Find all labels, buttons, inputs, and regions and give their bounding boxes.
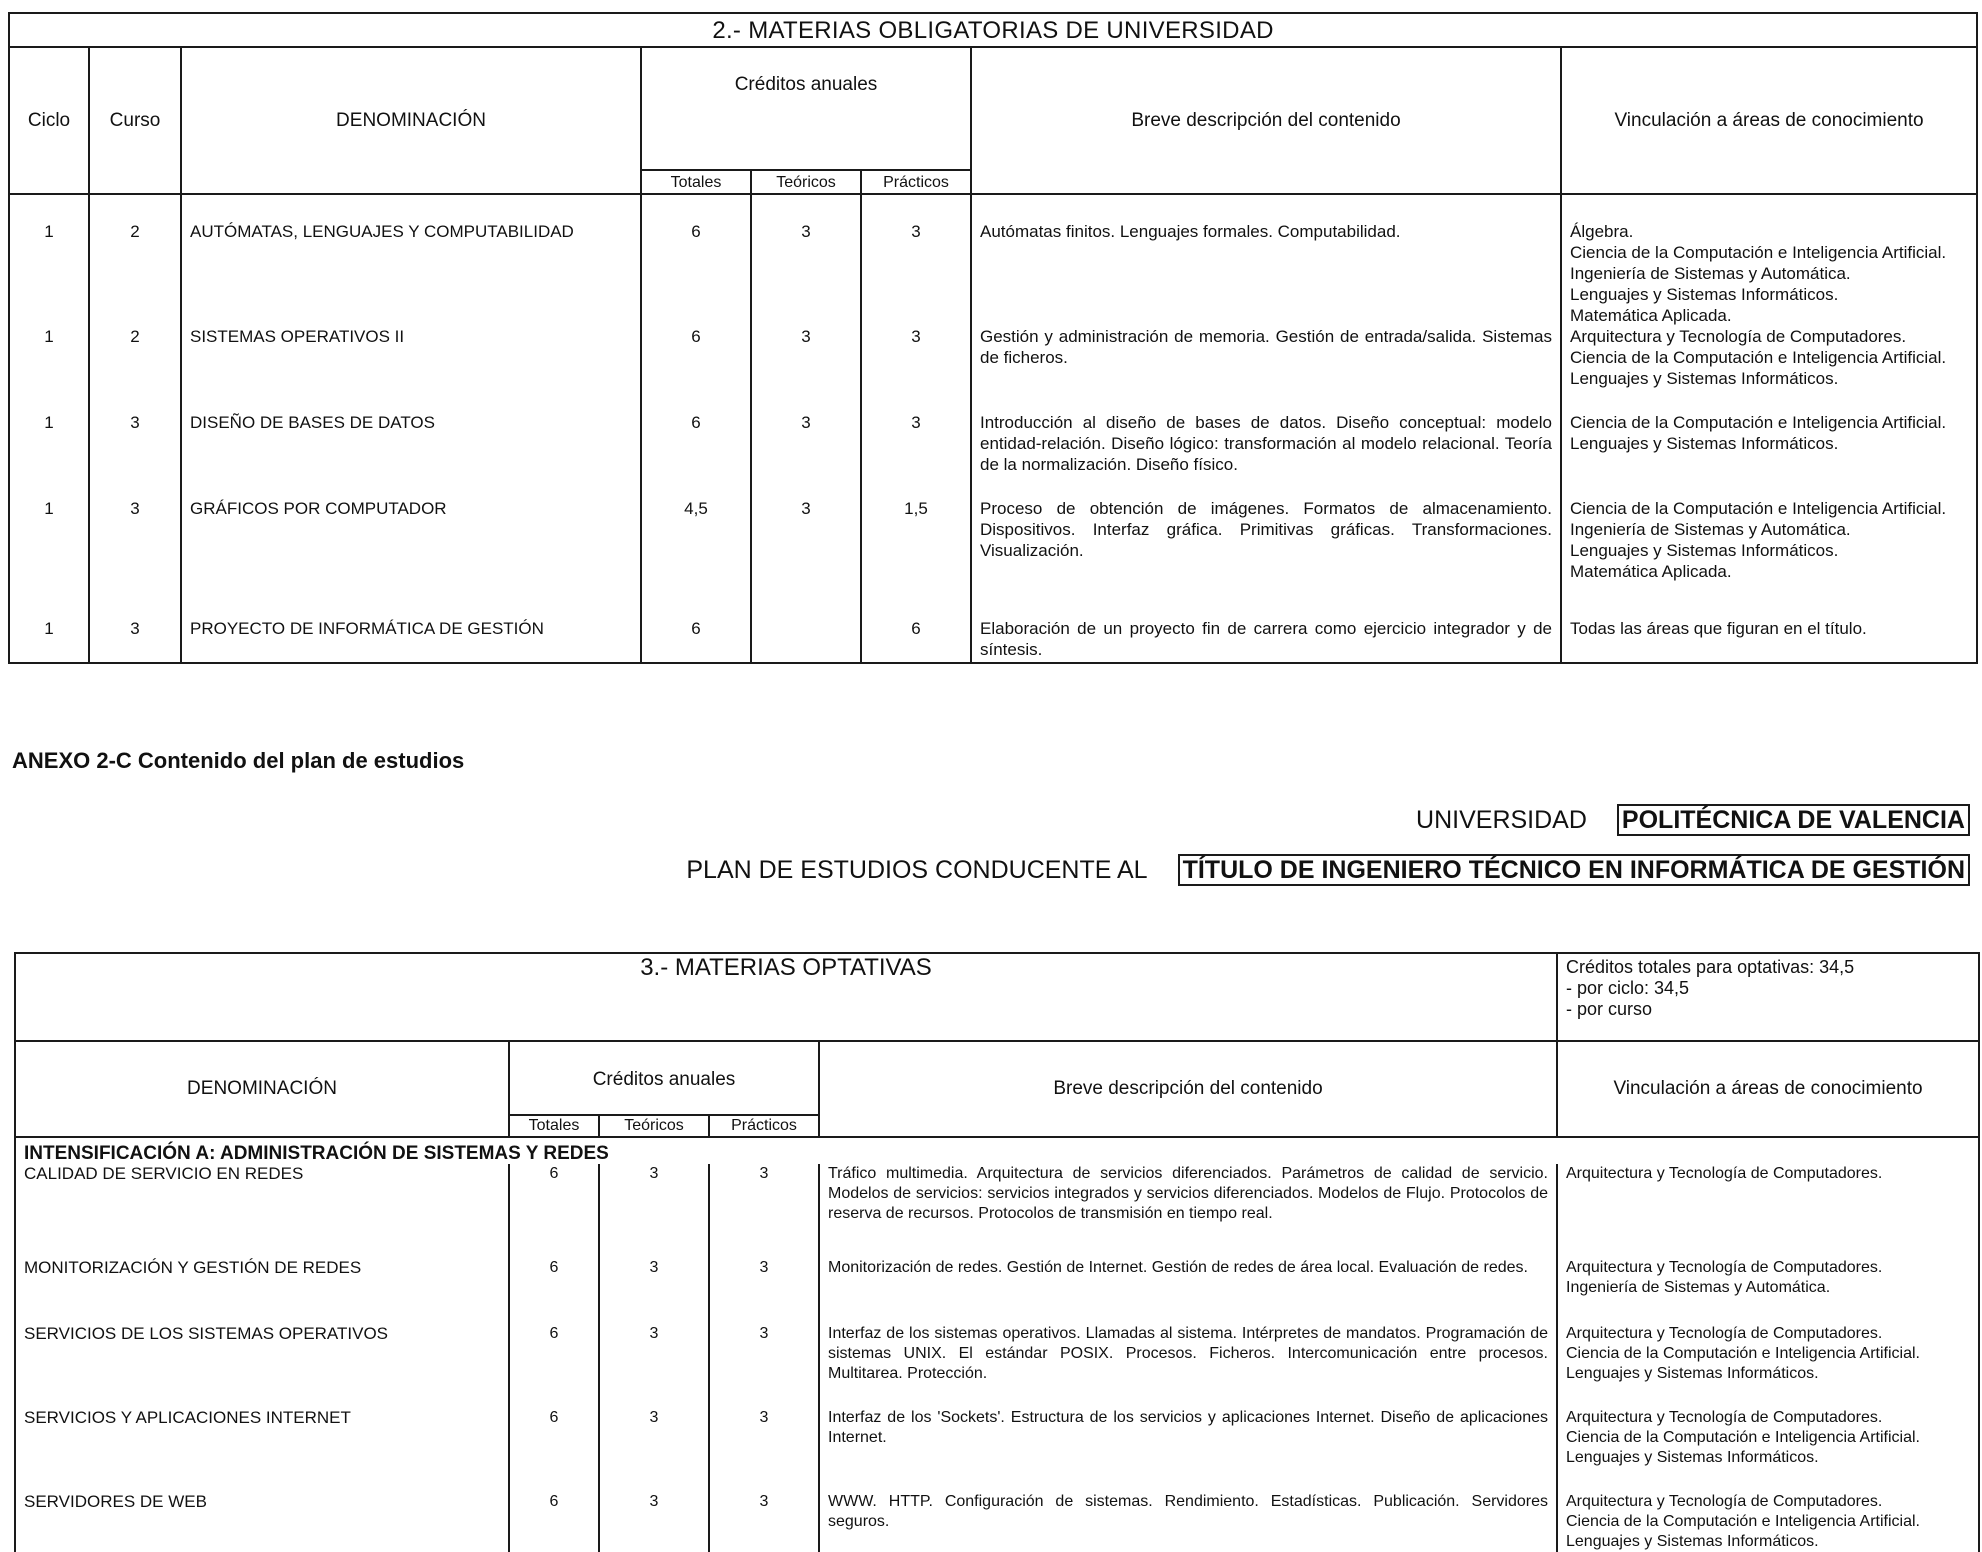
header-teoricos: Teóricos: [599, 1115, 709, 1137]
cell-nombre: SERVICIOS DE LOS SISTEMAS OPERATIVOS: [15, 1324, 509, 1408]
cell-areas: Todas las áreas que figuran en el título.: [1561, 618, 1977, 663]
cell-teoricos: 3: [599, 1408, 709, 1492]
cell-descripcion: Gestión y administración de memoria. Gestión de entrada/salida. Sistemas de ficheros.: [971, 326, 1561, 412]
cell-curso: 2: [89, 207, 181, 326]
cell-nombre: AUTÓMATAS, LENGUAJES Y COMPUTABILIDAD: [181, 207, 641, 326]
cell-ciclo: 1: [9, 412, 89, 498]
cell-teoricos: 3: [751, 207, 861, 326]
cell-descripcion: Interfaz de los 'Sockets'. Estructura de los servicios y aplicaciones Internet. Diseño de aplicaciones Internet.: [819, 1408, 1557, 1492]
cell-nombre: MONITORIZACIÓN Y GESTIÓN DE REDES: [15, 1248, 509, 1324]
cell-totales: 6: [509, 1164, 599, 1248]
table-row: [15, 1324, 1979, 1408]
cell-descripcion: Monitorización de redes. Gestión de Internet. Gestión de redes de área local. Evaluación de redes.: [819, 1248, 1557, 1324]
table-row: [15, 1408, 1979, 1492]
cell-nombre: SERVIDORES DE WEB: [15, 1492, 509, 1552]
cell-practicos: 3: [709, 1164, 819, 1248]
cell-descripcion: Proceso de obtención de imágenes. Formatos de almacenamiento. Dispositivos. Interfaz gráfica. Primitivas gráficas. Transformaciones. Visualización.: [971, 498, 1561, 618]
cell-nombre: CALIDAD DE SERVICIO EN REDES: [15, 1164, 509, 1248]
cell-areas: Arquitectura y Tecnología de Computadores. Ciencia de la Computación e Inteligencia Artificial. Lenguajes y Sistemas Informáticos.: [1561, 326, 1977, 412]
cell-areas: Arquitectura y Tecnología de Computadores.: [1557, 1164, 1979, 1248]
plan-line: [686, 854, 1970, 886]
cell-nombre: GRÁFICOS POR COMPUTADOR: [181, 498, 641, 618]
universidad-line: [1416, 804, 1970, 836]
cell-teoricos: 3: [599, 1164, 709, 1248]
cell-teoricos: 3: [599, 1248, 709, 1324]
cell-curso: 3: [89, 412, 181, 498]
cell-curso: 3: [89, 498, 181, 618]
header-denominacion: DENOMINACIÓN: [15, 1041, 509, 1137]
header-totales: Totales: [641, 170, 751, 194]
cell-practicos: 3: [709, 1324, 819, 1408]
cell-descripcion: Tráfico multimedia. Arquitectura de servicios diferenciados. Parámetros de calidad de servicio. Modelos de servicios: servicios integrados y servicios diferenciados. Modelos de Flujo. Protocolos de reserva de recursos. Protocolos de transmisión en tiempo real.: [819, 1164, 1557, 1248]
plan-value: TÍTULO DE INGENIERO TÉCNICO EN INFORMÁTICA DE GESTIÓN: [1178, 854, 1970, 886]
cell-areas: Arquitectura y Tecnología de Computadores. Ciencia de la Computación e Inteligencia Artificial. Lenguajes y Sistemas Informáticos.: [1557, 1492, 1979, 1552]
table-row: [9, 207, 1977, 326]
cell-teoricos: 3: [599, 1492, 709, 1552]
cell-descripcion: Introducción al diseño de bases de datos. Diseño conceptual: modelo entidad-relación. Diseño lógico: transformación al modelo relacional. Teoría de la normalización. Diseño físico.: [971, 412, 1561, 498]
table-materias-optativas: [14, 952, 1980, 1552]
cell-teoricos: 3: [599, 1324, 709, 1408]
plan-label: PLAN DE ESTUDIOS CONDUCENTE AL: [686, 855, 1148, 884]
cell-areas: Álgebra. Ciencia de la Computación e Inteligencia Artificial. Ingeniería de Sistemas y Automática. Lenguajes y Sistemas Informáticos. Matemática Aplicada.: [1561, 207, 1977, 326]
cell-curso: 2: [89, 326, 181, 412]
cell-practicos: 6: [861, 618, 971, 663]
table-row: [15, 1248, 1979, 1324]
header-practicos: Prácticos: [709, 1115, 819, 1137]
cell-totales: 6: [509, 1324, 599, 1408]
header-creditos: Créditos anuales: [509, 1041, 819, 1115]
cell-practicos: 3: [709, 1248, 819, 1324]
cell-areas: Arquitectura y Tecnología de Computadores. Ingeniería de Sistemas y Automática.: [1557, 1248, 1979, 1324]
cell-practicos: 3: [861, 326, 971, 412]
header-ciclo: Ciclo: [9, 47, 89, 194]
cell-ciclo: 1: [9, 326, 89, 412]
section-heading: INTENSIFICACIÓN A: ADMINISTRACIÓN DE SISTEMAS Y REDES: [15, 1137, 1979, 1164]
cell-nombre: PROYECTO DE INFORMÁTICA DE GESTIÓN: [181, 618, 641, 663]
cell-ciclo: 1: [9, 207, 89, 326]
cell-descripcion: Autómatas finitos. Lenguajes formales. Computabilidad.: [971, 207, 1561, 326]
table-title: 3.- MATERIAS OPTATIVAS: [15, 953, 1557, 1041]
table-row: [9, 618, 1977, 663]
cell-teoricos: [751, 618, 861, 663]
anexo-heading: ANEXO 2-C Contenido del plan de estudios: [12, 748, 465, 773]
cell-totales: 4,5: [641, 498, 751, 618]
cell-teoricos: 3: [751, 326, 861, 412]
cell-descripcion: WWW. HTTP. Configuración de sistemas. Rendimiento. Estadísticas. Publicación. Servidores seguros.: [819, 1492, 1557, 1552]
cell-nombre: DISEÑO DE BASES DE DATOS: [181, 412, 641, 498]
table-row: [9, 326, 1977, 412]
table-row: [15, 1164, 1979, 1248]
universidad-value: POLITÉCNICA DE VALENCIA: [1617, 804, 1970, 836]
cell-totales: 6: [641, 618, 751, 663]
cell-teoricos: 3: [751, 412, 861, 498]
universidad-label: UNIVERSIDAD: [1416, 805, 1587, 834]
creditos-totales: Créditos totales para optativas: 34,5 - por ciclo: 34,5 - por curso: [1557, 953, 1979, 1041]
cell-practicos: 1,5: [861, 498, 971, 618]
cell-descripcion: Interfaz de los sistemas operativos. Llamadas al sistema. Intérpretes de mandatos. Programación de sistemas UNIX. El estándar POSIX. Procesos. Ficheros. Intercomunicación entre procesos. Multitarea. Protección.: [819, 1324, 1557, 1408]
cell-areas: Arquitectura y Tecnología de Computadores. Ciencia de la Computación e Inteligencia Artificial. Lenguajes y Sistemas Informáticos.: [1557, 1408, 1979, 1492]
table-row: [9, 412, 1977, 498]
header-vinculacion: Vinculación a áreas de conocimiento: [1561, 47, 1977, 194]
cell-teoricos: 3: [751, 498, 861, 618]
header-denominacion: DENOMINACIÓN: [181, 47, 641, 194]
cell-practicos: 3: [861, 207, 971, 326]
cell-curso: 3: [89, 618, 181, 663]
cell-areas: Ciencia de la Computación e Inteligencia Artificial. Ingeniería de Sistemas y Automática. Lenguajes y Sistemas Informáticos. Matemática Aplicada.: [1561, 498, 1977, 618]
cell-totales: 6: [641, 326, 751, 412]
cell-practicos: 3: [709, 1408, 819, 1492]
cell-nombre: SISTEMAS OPERATIVOS II: [181, 326, 641, 412]
header-totales: Totales: [509, 1115, 599, 1137]
header-teoricos: Teóricos: [751, 170, 861, 194]
cell-totales: 6: [509, 1248, 599, 1324]
cell-practicos: 3: [861, 412, 971, 498]
table-row: [9, 498, 1977, 618]
cell-totales: 6: [509, 1408, 599, 1492]
table-materias-obligatorias: [8, 12, 1978, 664]
header-curso: Curso: [89, 47, 181, 194]
table-row: [15, 1492, 1979, 1552]
header-vinculacion: Vinculación a áreas de conocimiento: [1557, 1041, 1979, 1137]
header-descripcion: Breve descripción del contenido: [971, 47, 1561, 194]
cell-descripcion: Elaboración de un proyecto fin de carrera como ejercicio integrador y de síntesis.: [971, 618, 1561, 663]
cell-areas: Ciencia de la Computación e Inteligencia Artificial. Lenguajes y Sistemas Informáticos.: [1561, 412, 1977, 498]
cell-totales: 6: [509, 1492, 599, 1552]
header-creditos: Créditos anuales: [641, 47, 971, 170]
cell-ciclo: 1: [9, 498, 89, 618]
header-practicos: Prácticos: [861, 170, 971, 194]
header-descripcion: Breve descripción del contenido: [819, 1041, 1557, 1137]
cell-nombre: SERVICIOS Y APLICACIONES INTERNET: [15, 1408, 509, 1492]
table-title: 2.- MATERIAS OBLIGATORIAS DE UNIVERSIDAD: [9, 13, 1977, 47]
cell-totales: 6: [641, 412, 751, 498]
cell-areas: Arquitectura y Tecnología de Computadores. Ciencia de la Computación e Inteligencia Artificial. Lenguajes y Sistemas Informáticos.: [1557, 1324, 1979, 1408]
cell-practicos: 3: [709, 1492, 819, 1552]
cell-ciclo: 1: [9, 618, 89, 663]
cell-totales: 6: [641, 207, 751, 326]
